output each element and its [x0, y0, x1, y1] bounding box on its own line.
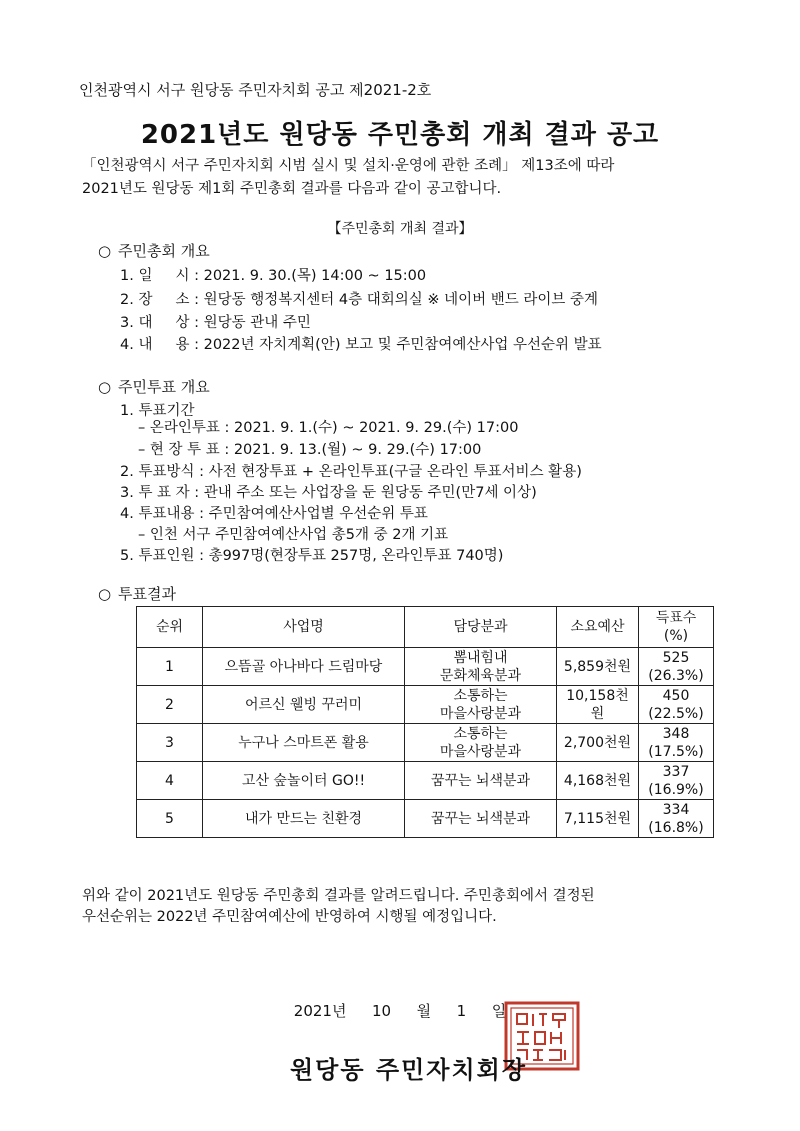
table-row	[137, 724, 714, 762]
voting-heading-text: 주민투표 개요	[118, 378, 210, 396]
closing-paragraph	[82, 886, 595, 928]
list-item: 4. 내 용 : 2022년 자치계획(안) 보고 및 주민참여예산사업 우선순위 발표	[120, 337, 602, 353]
dept-line: 뽐내힘내	[453, 649, 508, 666]
votes-percent: (16.9%)	[648, 781, 704, 798]
project-name-cell: 내가 만드는 친환경	[203, 800, 405, 838]
dept-cell: 꿈꾸는 뇌색분과	[405, 800, 557, 838]
budget-cell: 5,859천원	[557, 648, 639, 686]
assembly-heading	[98, 240, 210, 261]
dept-line: 마을사랑분과	[439, 705, 522, 722]
list-item: – 현 장 투 표 : 2021. 9. 13.(월) ~ 9. 29.(수) 17:00	[138, 442, 482, 458]
intro-line: 2021년도 원당동 제1회 주민총회 결과를 다음과 같이 공고합니다.	[82, 181, 502, 197]
dept-line: 소통하는	[453, 687, 508, 704]
list-item: 3. 대 상 : 원당동 관내 주민	[120, 315, 311, 331]
project-name-cell: 으뜸골 아나바다 드림마당	[203, 648, 405, 686]
votes-count: 337	[662, 763, 690, 780]
votes-cell	[639, 762, 714, 800]
table-row	[137, 800, 714, 838]
issue-date: 2021년 10 월 1 일	[293, 1002, 507, 1020]
closing-line: 위와 같이 2021년도 원당동 주민총회 결과를 알려드립니다. 주민총회에서 결정된	[82, 888, 595, 904]
list-item: 1. 일 시 : 2021. 9. 30.(목) 14:00 ~ 15:00	[120, 268, 427, 284]
intro-line: 「인천광역시 서구 주민자치회 시범 실시 및 설치·운영에 관한 조례」 제13조에 따라	[82, 158, 615, 174]
column-header-budget: 소요예산	[557, 607, 639, 648]
votes-count: 334	[662, 801, 690, 818]
results-heading	[98, 583, 176, 604]
votes-cell	[639, 648, 714, 686]
circle-bullet-icon: ○	[98, 242, 112, 260]
list-item: – 온라인투표 : 2021. 9. 1.(수) ~ 2021. 9. 29.(수) 17:00	[138, 420, 519, 436]
votes-cell	[639, 800, 714, 838]
dept-cell	[405, 724, 557, 762]
assembly-heading-text: 주민총회 개요	[118, 242, 210, 260]
column-header-dept: 담당분과	[405, 607, 557, 648]
column-header-rank: 순위	[137, 607, 203, 648]
column-header-votes	[639, 607, 714, 648]
list-item: 5. 투표인원 : 총997명(현장투표 257명, 온라인투표 740명)	[120, 548, 504, 564]
votes-percent: (22.5%)	[648, 705, 704, 722]
votes-percent: (17.5%)	[648, 743, 704, 760]
list-item: 4. 투표내용 : 주민참여예산사업별 우선순위 투표	[120, 506, 428, 522]
project-name-cell: 어르신 웰빙 꾸러미	[203, 686, 405, 724]
budget-cell: 2,700천원	[557, 724, 639, 762]
budget-cell: 4,168천원	[557, 762, 639, 800]
table-row	[137, 762, 714, 800]
notice-number: 인천광역시 서구 원당동 주민자치회 공고 제2021-2호	[79, 81, 432, 99]
project-name-cell: 고산 숲놀이터 GO!!	[203, 762, 405, 800]
votes-count: 450	[662, 687, 690, 704]
rank-cell: 4	[137, 762, 203, 800]
rank-cell: 5	[137, 800, 203, 838]
votes-count: 348	[662, 725, 690, 742]
circle-bullet-icon: ○	[98, 378, 112, 396]
page-title: 2021년도 원당동 주민총회 개최 결과 공고	[140, 120, 660, 150]
votes-count: 525	[662, 649, 690, 666]
budget-cell: 7,115천원	[557, 800, 639, 838]
dept-cell: 꿈꾸는 뇌색분과	[405, 762, 557, 800]
votes-percent: (16.8%)	[648, 819, 704, 836]
intro-paragraph	[82, 155, 614, 201]
list-item: 3. 투 표 자 : 관내 주소 또는 사업장을 둔 원당동 주민(만7세 이상)	[120, 485, 537, 501]
project-name-cell: 누구나 스마트폰 활용	[203, 724, 405, 762]
rank-cell: 3	[137, 724, 203, 762]
votes-cell	[639, 724, 714, 762]
dept-cell	[405, 686, 557, 724]
dept-line: 마을사랑분과	[439, 743, 522, 760]
circle-bullet-icon: ○	[98, 585, 112, 603]
section-subheading: 【주민총회 개최 결과】	[327, 221, 473, 237]
results-table	[136, 606, 714, 838]
voting-heading	[98, 376, 210, 397]
table-row	[137, 686, 714, 724]
votes-label: 득표수	[655, 610, 697, 626]
column-header-project: 사업명	[203, 607, 405, 648]
rank-cell: 2	[137, 686, 203, 724]
votes-percent: (26.3%)	[648, 667, 704, 684]
votes-unit: (%)	[663, 628, 689, 644]
dept-line: 문화체육분과	[439, 667, 522, 684]
signer-name: 원당동 주민자치회장	[290, 1056, 528, 1084]
list-item: 1. 투표기간	[120, 403, 195, 419]
dept-cell	[405, 648, 557, 686]
budget-cell: 10,158천원	[557, 686, 639, 724]
rank-cell: 1	[137, 648, 203, 686]
dept-line: 소통하는	[453, 725, 508, 742]
list-item: 2. 투표방식 : 사전 현장투표 + 온라인투표(구글 온라인 투표서비스 활용)	[120, 464, 582, 480]
closing-line: 우선순위는 2022년 주민참여예산에 반영하여 시행될 예정입니다.	[82, 909, 497, 925]
table-row	[137, 648, 714, 686]
votes-cell	[639, 686, 714, 724]
list-item: 2. 장 소 : 원당동 행정복지센터 4층 대회의실 ※ 네이버 밴드 라이브 중계	[120, 292, 599, 308]
table-header-row	[137, 607, 714, 648]
results-heading-text: 투표결과	[118, 585, 176, 603]
list-item: – 인천 서구 주민참여예산사업 총5개 중 2개 기표	[138, 527, 449, 543]
